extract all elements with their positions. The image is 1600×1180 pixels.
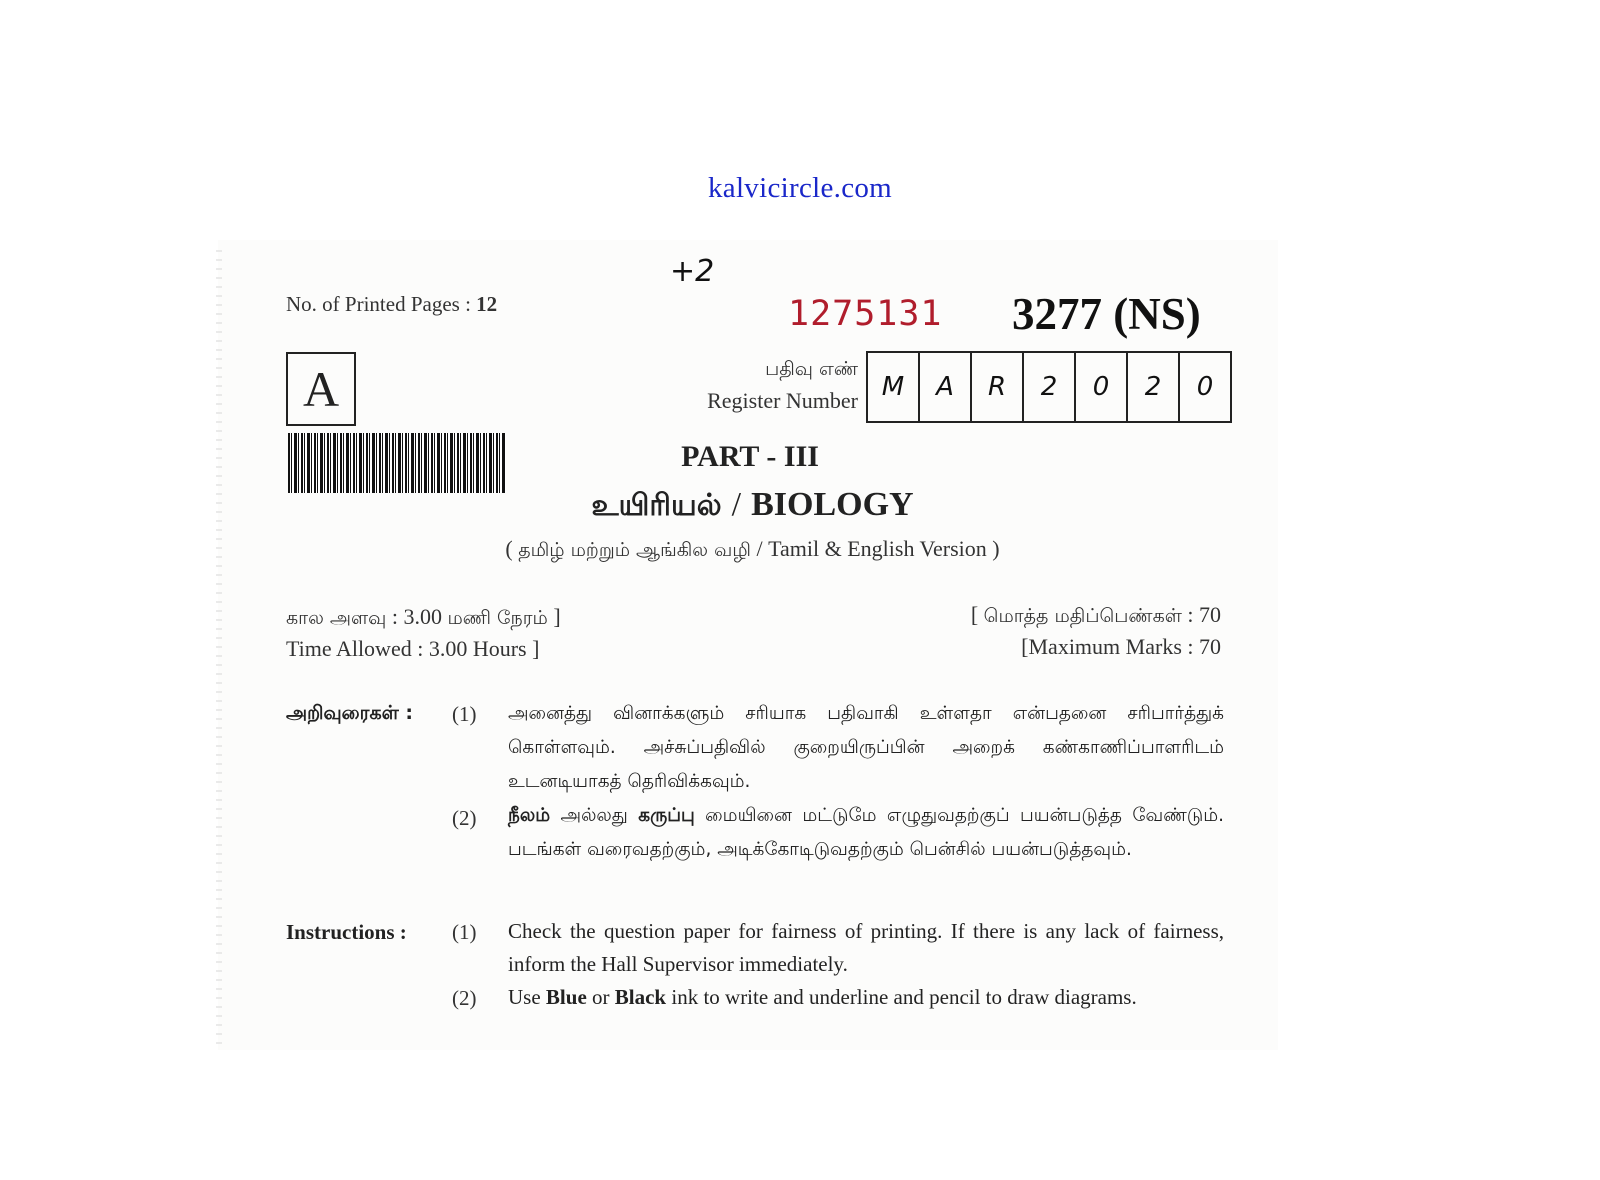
instruction-text-english-2: [508, 981, 1238, 1014]
printed-pages: [286, 292, 497, 317]
medium-version: [0, 536, 1505, 564]
time-ta-unit: மணி நேரம்: [447, 607, 548, 629]
subject-title: [0, 486, 1505, 527]
ink-black-tamil: கருப்பு: [638, 805, 695, 826]
time-ta-close: ]: [553, 604, 561, 629]
serial-number: 1275131: [788, 294, 943, 334]
marks-ta-open: [: [970, 602, 979, 627]
register-digit-box: 2: [1024, 353, 1076, 421]
max-marks-tamil: [900, 602, 1221, 630]
register-digit-box: R: [972, 353, 1024, 421]
register-digit-box: M: [868, 353, 920, 421]
version-english: / Tamil & English Version: [756, 536, 987, 561]
part-heading: PART - III: [681, 440, 819, 473]
instruction-rest-tamil: மையினை மட்டுமே எழுதுவதற்குப் பயன்படுத்த வேண்டும். படங்கள் வரைவதற்கும், அடிக்கோடிடுவதற்கும் பென்சில் பயன்படுத்தவும்.: [508, 805, 1225, 860]
marks-ta-value: : 70: [1187, 602, 1221, 627]
time-allowed-english: Time Allowed : 3.00 Hours ]: [286, 636, 540, 661]
register-digit-box: A: [920, 353, 972, 421]
instruction-number: (1): [452, 702, 477, 726]
version-tamil: தமிழ் மற்றும் ஆங்கில வழி: [518, 539, 751, 561]
instruction-text-tamil-2: [508, 799, 1224, 867]
use-word: Use: [508, 985, 541, 1009]
ink-blue-tamil: நீலம்: [508, 805, 551, 826]
version-close: ): [992, 536, 1000, 561]
instruction-text-tamil-1: அனைத்து வினாக்களும் சரியாக பதிவாகி உள்ளதா என்பதனை சரிபார்த்துக் கொள்ளவும். அச்சுப்பதிவில் குறையிருப்பின் அறைக் கண்காணிப்பாளரிடம் உடனடியாகத் தெரிவிக்கவும்.: [508, 703, 1224, 792]
register-digit-box: 2: [1128, 353, 1180, 421]
time-ta-label: கால அளவு: [286, 607, 387, 629]
register-label-tamil: பதிவு எண்: [765, 358, 858, 380]
paper-code: 3277 (NS): [1012, 289, 1201, 339]
instruction-number: (2): [452, 806, 477, 830]
instruction-rest-english: ink to write and underline and pencil to draw diagrams.: [671, 985, 1137, 1009]
or-tamil: அல்லது: [560, 805, 628, 826]
register-digit-box: 0: [1196, 372, 1214, 402]
printed-pages-value: 12: [476, 292, 498, 316]
ink-blue-english: Blue: [545, 985, 587, 1009]
instruction-number: (2): [452, 986, 477, 1010]
printed-pages-label: No. of Printed Pages :: [286, 292, 471, 316]
time-ta-value: : 3.00: [391, 604, 442, 629]
ink-black-english: Black: [614, 985, 667, 1009]
instructions-label-english: Instructions :: [286, 920, 407, 944]
instruction-number: (1): [452, 920, 477, 944]
or-english: or: [592, 985, 610, 1009]
marks-ta-label: மொத்த மதிப்பெண்கள்: [983, 605, 1182, 627]
instruction-text-english-1: Check the question paper for fairness of printing. If there is any lack of fairness, inform the Hall Supervisor immediately.: [508, 919, 1224, 976]
version-letter-box: A: [286, 352, 356, 426]
handwritten-note: +2: [670, 254, 715, 289]
subject-separator: /: [731, 486, 742, 523]
paper-edge-shadow: [216, 250, 222, 1050]
max-marks-english: [Maximum Marks : 70: [1021, 634, 1221, 659]
subject-english: BIOLOGY: [751, 486, 914, 523]
site-watermark: kalvicircle.com: [707, 172, 893, 204]
instructions-label-tamil: அறிவுரைகள் :: [286, 702, 413, 724]
subject-tamil: உயிரியல்: [591, 488, 722, 523]
register-number-boxes: [866, 351, 1232, 423]
register-digit-box: 0: [1076, 353, 1128, 421]
time-allowed-tamil: [286, 604, 561, 632]
register-label-english: Register Number: [707, 388, 858, 413]
version-open: (: [505, 536, 513, 561]
